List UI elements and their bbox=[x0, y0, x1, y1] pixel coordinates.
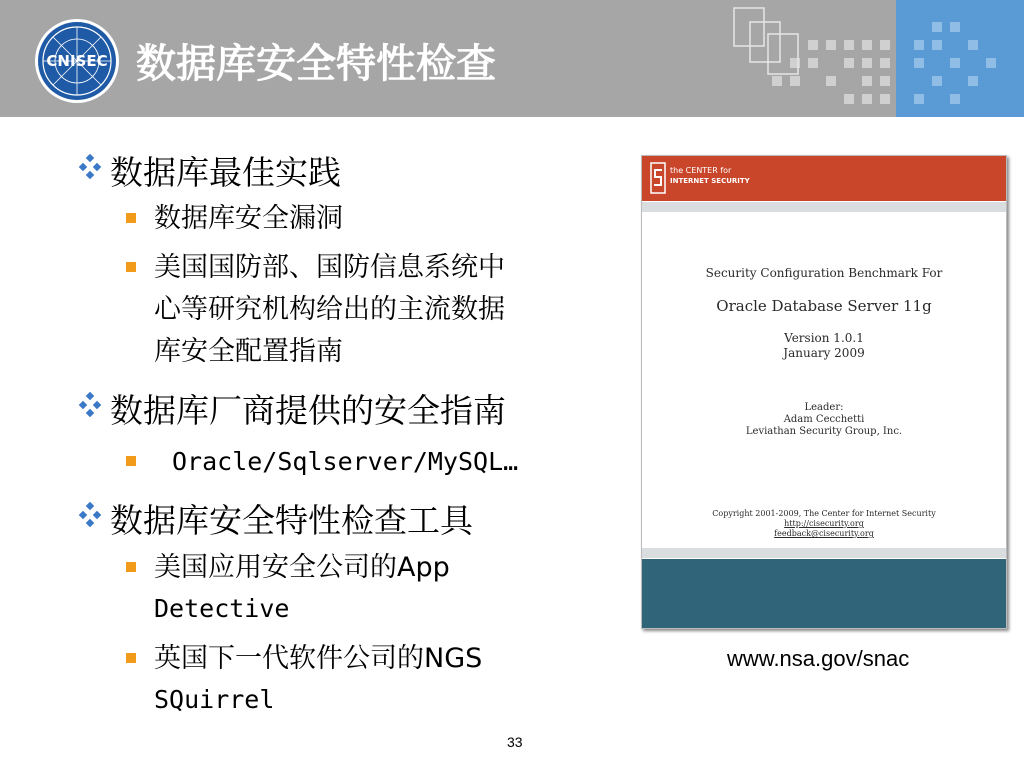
doc-leader-label: Leader: bbox=[804, 402, 844, 413]
logo-text: CNISEC bbox=[46, 52, 108, 70]
doc-date: January 2009 bbox=[783, 346, 865, 360]
list-item-text: Oracle/Sqlserver/MySQL… bbox=[172, 447, 519, 476]
list-item-text: 英国下一代软件公司的NGS bbox=[154, 643, 483, 674]
doc-email: feedback@cisecurity.org bbox=[774, 529, 874, 538]
list-item bbox=[154, 202, 343, 236]
doc-url: http://cisecurity.org bbox=[784, 519, 864, 528]
cnisec-logo bbox=[34, 18, 120, 104]
square-bullet-icon bbox=[126, 262, 136, 272]
square-bullet-icon bbox=[126, 562, 136, 572]
square-bullet-icon bbox=[126, 653, 136, 663]
diamond-bullet-icon bbox=[76, 153, 104, 181]
decorative-squares-pattern bbox=[720, 0, 1024, 117]
list-item-text: SQuirrel bbox=[154, 685, 275, 714]
list-item-text: 心等研究机构给出的主流数据 bbox=[154, 294, 505, 325]
doc-org-line1: the CENTER for bbox=[670, 166, 732, 175]
slide-title: 数据库安全特性检查 bbox=[136, 41, 496, 87]
section-label: 数据库厂商提供的安全指南 bbox=[110, 391, 506, 430]
list-item bbox=[154, 642, 482, 676]
section-label: 数据库安全特性检查工具 bbox=[110, 501, 473, 540]
list-item bbox=[154, 551, 450, 585]
doc-footer-band bbox=[642, 559, 1006, 628]
doc-version: Version 1.0.1 bbox=[784, 331, 864, 345]
diamond-bullet-icon bbox=[76, 391, 104, 419]
list-item-text: 数据库安全漏洞 bbox=[154, 203, 343, 234]
doc-leader-name: Adam Cecchetti bbox=[783, 414, 865, 425]
list-item bbox=[172, 445, 518, 479]
list-item-text: 库安全配置指南 bbox=[154, 336, 343, 367]
doc-heading: Security Configuration Benchmark For bbox=[705, 266, 943, 280]
section-vendor-guides bbox=[110, 385, 506, 432]
doc-divider bbox=[642, 202, 1006, 212]
doc-leader-org: Leviathan Security Group, Inc. bbox=[745, 426, 903, 437]
slide-header bbox=[0, 0, 1024, 117]
doc-copyright: Copyright 2001-2009, The Center for Internet Security bbox=[712, 509, 936, 518]
source-caption: www.nsa.gov/snac bbox=[727, 646, 910, 671]
diamond-bullet-icon bbox=[76, 501, 104, 529]
section-best-practices bbox=[110, 147, 341, 194]
section-check-tools bbox=[110, 495, 473, 542]
list-item-continuation bbox=[154, 335, 343, 369]
list-item-continuation bbox=[154, 592, 289, 626]
section-label: 数据库最佳实践 bbox=[110, 153, 341, 192]
list-item-text: 美国国防部、国防信息系统中 bbox=[154, 252, 505, 283]
list-item-continuation bbox=[154, 683, 274, 717]
square-bullet-icon bbox=[126, 213, 136, 223]
doc-product: Oracle Database Server 11g bbox=[716, 297, 932, 315]
doc-header-band bbox=[642, 156, 1006, 201]
list-item-continuation bbox=[154, 293, 505, 327]
page-number: 33 bbox=[507, 734, 523, 750]
doc-org-line2: INTERNET SECURITY bbox=[670, 177, 750, 185]
doc-divider bbox=[642, 548, 1006, 558]
benchmark-document-image bbox=[641, 155, 1007, 629]
cis-logo-icon bbox=[650, 162, 666, 194]
list-item-text: Detective bbox=[154, 594, 290, 623]
list-item-text: 美国应用安全公司的App bbox=[154, 552, 450, 583]
list-item bbox=[154, 251, 505, 285]
square-bullet-icon bbox=[126, 456, 136, 466]
